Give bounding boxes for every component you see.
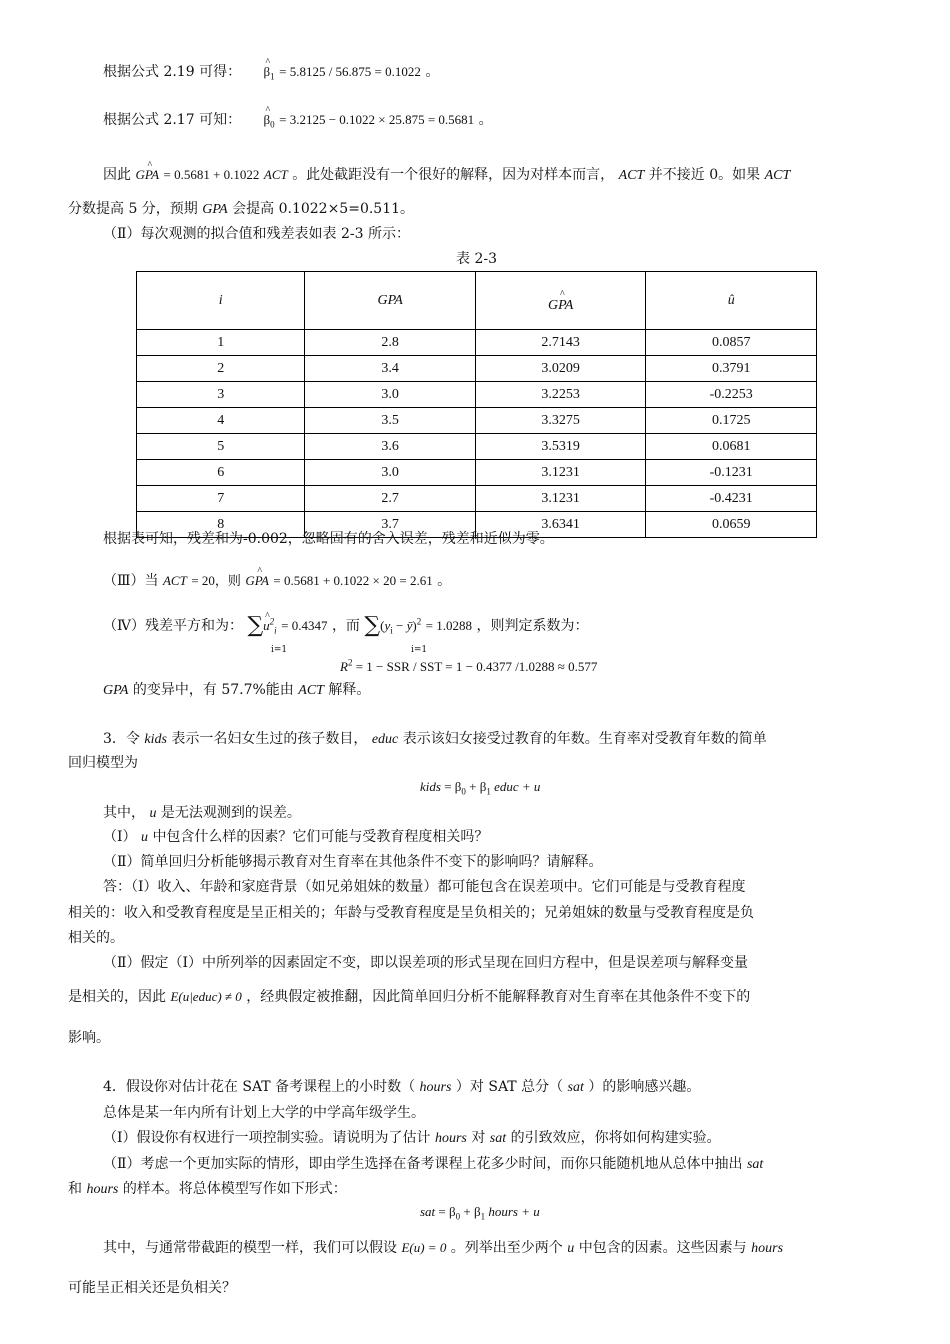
q3-qi — [103, 827, 488, 848]
q4-hours: hours — [419, 1080, 452, 1095]
q4-last1-mid: 。列举出至少两个 — [450, 1240, 563, 1256]
table-cell: 2 — [137, 356, 305, 382]
q3-qi-text: 中包含什么样的因素？它们可能与受教育程度相关吗？ — [152, 829, 489, 845]
q3-text: 表示一名妇女生过的孩子数目， — [171, 731, 368, 747]
beta0-prefix: 根据公式 2.17 可知： — [103, 112, 242, 128]
q4-qii-text: （Ⅱ）考虑一个更加实际的情形，即由学生选择在备考课程上花多少时间，而你只能随机地从总体中抽出 — [103, 1156, 743, 1172]
beta0-line — [103, 110, 493, 130]
q3-ans4: （Ⅱ）假定（Ⅰ）中所列举的因素固定不变，即以误差项的形式呈现在回归方程中，但是误差项与解释变量 — [103, 955, 749, 971]
q3-ans1: 答：（Ⅰ）收入、年龄和家庭背景（如兄弟姐妹的数量）都可能包含在误差项中。它们可能是与受教育程度 — [103, 879, 746, 895]
conclusion-line-b — [68, 199, 414, 220]
table-cell: 3.1231 — [475, 460, 646, 486]
q3-model — [420, 777, 540, 797]
part3-eq: = 20，则 — [191, 573, 241, 588]
table-cell: 3.3275 — [475, 408, 646, 434]
beta1-line — [103, 62, 439, 82]
table-cell: 0.0681 — [646, 434, 817, 460]
table-cell: 2.7143 — [475, 330, 646, 356]
gpa-var: GPA — [202, 202, 228, 217]
q4-qi — [103, 1128, 721, 1149]
table-cell: 3.2253 — [475, 382, 646, 408]
table-cell: 1 — [137, 330, 305, 356]
q3-where — [103, 803, 301, 824]
beta1-sub: 1 — [270, 71, 275, 82]
act-var-2: ACT — [618, 168, 645, 183]
q3-where-u: u — [149, 806, 157, 821]
table-cell: 3.0209 — [475, 356, 646, 382]
conclusion-prefix: 因此 — [103, 167, 131, 183]
beta0-suffix: 。 — [478, 112, 493, 128]
r2-formula-line — [340, 657, 597, 677]
q4-last1-hours: hours — [751, 1241, 784, 1256]
q3-model-s1: 1 — [486, 786, 491, 797]
conclusion-b-text-2: 会提高 0.1022×5=0.511。 — [232, 201, 415, 217]
q4-prefix: 4．假设你对估计花在 SAT 备考课程上的小时数（ — [103, 1079, 416, 1095]
r2-note-act: ACT — [298, 683, 324, 698]
sum-sign-1: ∑ — [247, 613, 264, 638]
table-row — [137, 382, 817, 408]
part3-act: ACT — [162, 573, 187, 588]
table-row — [137, 356, 817, 382]
act-var: ACT — [263, 167, 288, 182]
q4-last1 — [103, 1238, 783, 1259]
sum-sign-2: ∑ — [364, 613, 381, 638]
table-cell: 6 — [137, 460, 305, 486]
table-cell: 3 — [137, 382, 305, 408]
beta1-formula: = 5.8125 / 56.875 = 0.1022 — [279, 64, 421, 79]
table-cell: 0.3791 — [646, 356, 817, 382]
r2-formula: = 1 − SSR / SST = 1 − 0.4377 /1.0288 ≈ 0.577 — [355, 659, 598, 674]
header-gpa: GPA — [305, 272, 475, 330]
part4-prefix: （Ⅳ）残差平方和为： — [103, 618, 243, 634]
q4-mid: ）对 SAT 总分（ — [455, 1079, 564, 1095]
q4-sat: sat — [567, 1080, 584, 1095]
q4-qii2-hours: hours — [86, 1182, 119, 1197]
q3-educ: educ — [371, 732, 399, 747]
table-cell: 3.1231 — [475, 486, 646, 512]
q3-kids: kids — [144, 732, 167, 747]
part3-line — [103, 571, 451, 591]
table-cell: 3.6341 — [475, 512, 646, 538]
beta0-formula: = 3.2125 − 0.1022 × 25.875 = 0.5681 — [279, 112, 475, 127]
q3-qii: （Ⅱ）简单回归分析能够揭示教育对生育率在其他条件不变下的影响吗？请解释。 — [103, 854, 603, 870]
beta1-beta: ^ β — [264, 62, 271, 82]
part3-gpa-hat: ^ GPA — [245, 571, 269, 591]
q3-model-lhs: kids — [420, 779, 441, 794]
q4-last2: 可能呈正相关还是负相关？ — [68, 1280, 236, 1296]
act-var-3: ACT — [764, 168, 791, 183]
q4-line2: 总体是某一年内所有计划上大学的中学高年级学生。 — [103, 1105, 425, 1121]
beta0-symbol — [263, 112, 275, 130]
header-gpa-hat-label: ^ GPA — [548, 298, 573, 314]
q4-qi-suffix: 的引致效应，你将如何构建实验。 — [510, 1130, 721, 1146]
q3-line1 — [103, 729, 767, 750]
q4-qii — [103, 1154, 763, 1175]
q4-model-s1: 1 — [480, 1211, 486, 1222]
table-cell: -0.1231 — [646, 460, 817, 486]
q4-model-s0: 0 — [455, 1211, 461, 1222]
beta0-beta: ^ β — [264, 110, 271, 130]
q3-ans2: 相关的：收入和受教育程度是呈正相关的；年龄与受教育程度是呈负相关的；兄弟姐妹的数量与受教育程度是负 — [68, 905, 754, 921]
q4-qi-sat: sat — [489, 1131, 507, 1146]
table-cell: -0.4231 — [646, 486, 817, 512]
part3-prefix: （Ⅲ）当 — [103, 573, 159, 589]
table-cell: 3.7 — [305, 512, 475, 538]
residual-table — [136, 271, 817, 538]
q4-qii-sat: sat — [746, 1157, 764, 1172]
beta1-suffix: 。 — [425, 64, 440, 80]
table-cell: 7 — [137, 486, 305, 512]
sst-expr: ($y_i$ − ȳ)$^2$ — [380, 616, 422, 636]
r2-note-text: 的变异中，有 57.7%能由 — [132, 682, 294, 698]
r2-sup: 2 — [347, 657, 353, 668]
conclusion-b-text: 分数提高 5 分，预期 — [68, 201, 198, 217]
gpa-hat: ^ GPA — [135, 165, 159, 185]
table-row — [137, 434, 817, 460]
residual-note: 根据表可知，残差和为-0.002，忽略固有的舍入误差，残差和近似为零。 — [103, 531, 554, 547]
header-u-hat: û — [646, 272, 817, 330]
q4-last1-expr: E(u) = 0 — [401, 1240, 447, 1255]
table-cell: 0.0857 — [646, 330, 817, 356]
q3-where-prefix: 其中， — [103, 805, 145, 821]
q3-model-rest: educ + u — [494, 779, 541, 794]
table-cell: 4 — [137, 408, 305, 434]
beta1-symbol — [263, 64, 275, 82]
part4-sum1: = 0.4347 — [281, 618, 328, 633]
q3-ans5-expr: E(u|educ) ≠ 0 — [170, 989, 242, 1004]
q4-model-plus: + β — [463, 1204, 481, 1219]
table-cell: 8 — [137, 512, 305, 538]
q4-qii2-prefix: 和 — [68, 1181, 82, 1197]
part4-suffix: ，则判定系数为： — [476, 618, 589, 634]
table-cell: 3.0 — [305, 460, 475, 486]
sum1-limit: i=1 — [271, 645, 288, 655]
q3-text2: 表示该妇女接受过教育的年数。生育率对受教育年数的简单 — [402, 731, 767, 747]
header-i: i — [137, 272, 305, 330]
part4-line — [103, 614, 588, 636]
q3-ans5-prefix: 是相关的，因此 — [68, 989, 166, 1005]
q3-prefix: 3．令 — [103, 731, 140, 747]
q3-ans6: 影响。 — [68, 1030, 110, 1046]
q4-model-eq: = β — [438, 1204, 456, 1219]
q3-qi-u: u — [140, 830, 148, 845]
header-gpa-hat — [475, 272, 646, 330]
table-cell: 2.7 — [305, 486, 475, 512]
sum2-limit: i=1 — [411, 645, 428, 655]
u-hat-squared: ^ $u^2_i$ — [263, 618, 277, 633]
q4-last1-u: u — [567, 1241, 575, 1256]
part3-formula: = 0.5681 + 0.1022 × 20 = 2.61 — [273, 573, 433, 588]
table-row — [137, 330, 817, 356]
q4-qii2-text: 的样本。将总体模型写作如下形式： — [122, 1181, 347, 1197]
beta0-sub: 0 — [270, 119, 275, 130]
q3-model-eq: = β — [444, 779, 462, 794]
q4-suffix: ）的影响感兴趣。 — [588, 1079, 701, 1095]
table-cell: 2.8 — [305, 330, 475, 356]
table-cell: 3.5 — [305, 408, 475, 434]
r2-note — [103, 680, 370, 701]
r2-note-text-2: 解释。 — [328, 682, 371, 698]
q4-line1 — [103, 1077, 700, 1098]
r2-note-gpa: GPA — [103, 683, 129, 698]
sum1-sub-i: i — [274, 625, 277, 636]
q4-qi-hours: hours — [434, 1131, 467, 1146]
table-cell: 5 — [137, 434, 305, 460]
conclusion-line-a — [103, 165, 790, 186]
q4-qi-mid: 对 — [471, 1130, 486, 1146]
q3-line2: 回归模型为 — [68, 755, 138, 771]
table-caption: 表 2-3 — [456, 251, 497, 267]
part2-intro: （Ⅱ）每次观测的拟合值和残差表如表 2-3 所示： — [103, 226, 410, 242]
table-cell: 3.0 — [305, 382, 475, 408]
q3-where-text: 是无法观测到的误差。 — [160, 805, 301, 821]
table-header-row — [137, 272, 817, 330]
r2-r: R — [340, 659, 348, 674]
conclusion-text-2: 并不接近 0。如果 — [648, 167, 761, 183]
part4-sum2: = 1.0288 — [425, 618, 473, 633]
q4-model-rest: hours + u — [488, 1204, 540, 1219]
q3-ans5 — [68, 987, 750, 1007]
q4-model — [420, 1202, 540, 1222]
table-cell: 0.0659 — [646, 512, 817, 538]
conclusion-text: 。此处截距没有一个很好的解释，因为对样本而言， — [292, 167, 615, 183]
part3-suffix: 。 — [437, 573, 452, 589]
q4-model-lhs: sat — [420, 1204, 436, 1219]
q3-model-s0: 0 — [461, 786, 466, 797]
q4-qi-prefix: （Ⅰ）假设你有权进行一项控制实验。请说明为了估计 — [103, 1130, 431, 1146]
q4-last1-text: 中包含的因素。这些因素与 — [578, 1240, 747, 1256]
table-row — [137, 460, 817, 486]
table-row — [137, 486, 817, 512]
q3-ans5-text: ，经典假定被推翻，因此简单回归分析不能解释教育对生育率在其他条件不变下的 — [246, 989, 751, 1005]
table-cell: 0.1725 — [646, 408, 817, 434]
q3-qi-prefix: （Ⅰ） — [103, 829, 137, 845]
q3-model-plus: + β — [469, 779, 487, 794]
table-cell: 3.5319 — [475, 434, 646, 460]
table-row — [137, 408, 817, 434]
conclusion-formula: = 0.5681 + 0.1022 — [163, 167, 260, 182]
table-body — [137, 330, 817, 538]
q4-last1-prefix: 其中，与通常带截距的模型一样，我们可以假设 — [103, 1240, 397, 1256]
table-cell: -0.2253 — [646, 382, 817, 408]
part4-mid: ，而 — [331, 618, 360, 634]
q3-ans3: 相关的。 — [68, 930, 124, 946]
beta1-prefix: 根据公式 2.19 可得： — [103, 64, 242, 80]
q4-qii2 — [68, 1179, 347, 1200]
table-cell: 3.4 — [305, 356, 475, 382]
table-cell: 3.6 — [305, 434, 475, 460]
